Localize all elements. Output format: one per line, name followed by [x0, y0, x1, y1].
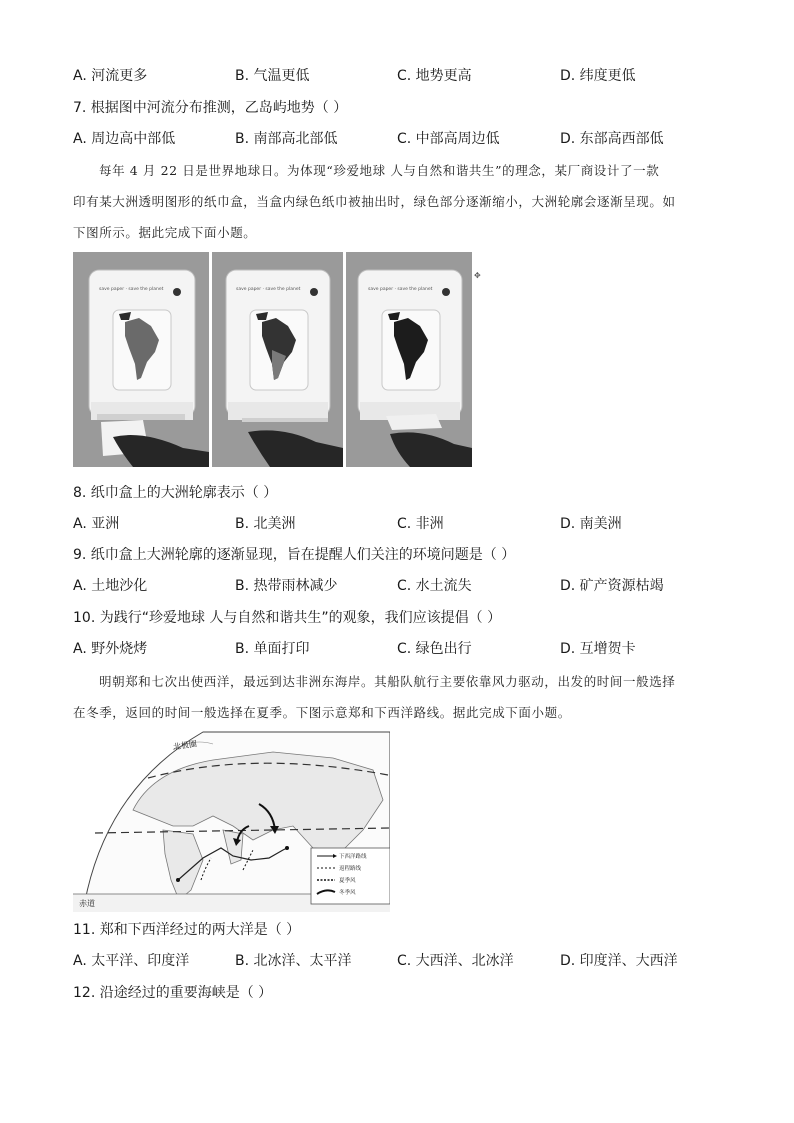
q10-stem: 10. 为践行“珍爱地球 人与自然和谐共生”的观象，我们应该提倡（ ）: [73, 610, 502, 626]
q11-option-d: D. 印度洋、大西洋: [560, 953, 678, 969]
legend-summer-monsoon: 夏季风: [339, 878, 356, 884]
passage1-line1: 每年 4 月 22 日是世界地球日。为体现“珍爱地球 人与自然和谐共生”的理念，某厂商设计了一款: [99, 163, 660, 178]
q6-option-d: D. 纬度更低: [560, 68, 636, 84]
box-text-2: save paper · save the planet: [236, 287, 301, 292]
q10-option-a: A. 野外烧烤: [73, 641, 148, 657]
q9-option-d: D. 矿产资源枯竭: [560, 578, 664, 594]
q7-stem: 7. 根据图中河流分布推测，乙岛屿地势（ ）: [73, 100, 348, 116]
q9-option-b: B. 热带雨林减少: [235, 578, 338, 594]
q8-option-d: D. 南美洲: [560, 516, 622, 532]
passage-earth-day: [73, 155, 723, 248]
q7-option-b: B. 南部高北部低: [235, 131, 338, 147]
q8-option-a: A. 亚洲: [73, 516, 120, 532]
q8-option-b: B. 北美洲: [235, 516, 296, 532]
q9-option-a: A. 土地沙化: [73, 578, 148, 594]
q11-option-c: C. 大西洋、北冰洋: [397, 953, 514, 969]
q9-stem: 9. 纸巾盒上大洲轮廓的逐渐显现，旨在提醒人们关注的环境问题是（ ）: [73, 547, 516, 563]
q11-option-a: A. 太平洋、印度洋: [73, 953, 190, 969]
passage2-line1: 明朝郑和七次出使西洋，最远到达非洲东海岸。其船队航行主要依靠风力驱动，出发的时间一般选择: [99, 674, 676, 689]
tissue-box-photo-2: [212, 252, 343, 467]
tissue-box-photo-3: [346, 252, 472, 467]
zheng-he-route-map: [73, 730, 390, 912]
q8-option-c: C. 非洲: [397, 516, 444, 532]
legend-return-route: 返程路线: [339, 866, 362, 872]
q12-stem: 12. 沿途经过的重要海峡是（ ）: [73, 985, 273, 1001]
q7-option-a: A. 周边高中部低: [73, 131, 176, 147]
passage2-line2: 在冬季，返回的时间一般选择在夏季。下图示意郑和下西洋路线。据此完成下面小题。: [73, 705, 571, 720]
legend-outbound-route: 下西洋路线: [339, 854, 367, 860]
legend-winter-monsoon: 冬季风: [339, 890, 356, 896]
q7-option-c: C. 中部高周边低: [397, 131, 500, 147]
box-text-1: save paper · save the planet: [99, 287, 164, 292]
q6-option-a: A. 河流更多: [73, 68, 148, 84]
passage-zheng-he: [73, 666, 723, 728]
q11-stem: 11. 郑和下西洋经过的两大洋是（ ）: [73, 922, 301, 938]
q11-option-b: B. 北冰洋、太平洋: [235, 953, 352, 969]
q9-option-c: C. 水土流失: [397, 578, 472, 594]
q7-option-d: D. 东部高西部低: [560, 131, 664, 147]
q8-stem: 8. 纸巾盒上的大洲轮廓表示（ ）: [73, 485, 278, 501]
q10-option-d: D. 互增贺卡: [560, 641, 636, 657]
q6-option-c: C. 地势更高: [397, 68, 472, 84]
passage1-line2: 印有某大洲透明图形的纸巾盒，当盒内绿色纸巾被抽出时，绿色部分逐渐缩小，大洲轮廓会逐渐呈现。如: [73, 194, 676, 209]
map-equator-label: 赤道: [79, 899, 95, 908]
q10-option-b: B. 单面打印: [235, 641, 310, 657]
figure-resize-handle-icon: ✥: [474, 271, 481, 280]
map-arctic-label: 北极圈: [172, 739, 198, 752]
q10-option-c: C. 绿色出行: [397, 641, 472, 657]
box-text-3: save paper · save the planet: [368, 287, 433, 292]
tissue-box-photo-1: [73, 252, 209, 467]
q6-option-b: B. 气温更低: [235, 68, 310, 84]
passage1-line3: 下图所示。据此完成下面小题。: [73, 225, 257, 240]
